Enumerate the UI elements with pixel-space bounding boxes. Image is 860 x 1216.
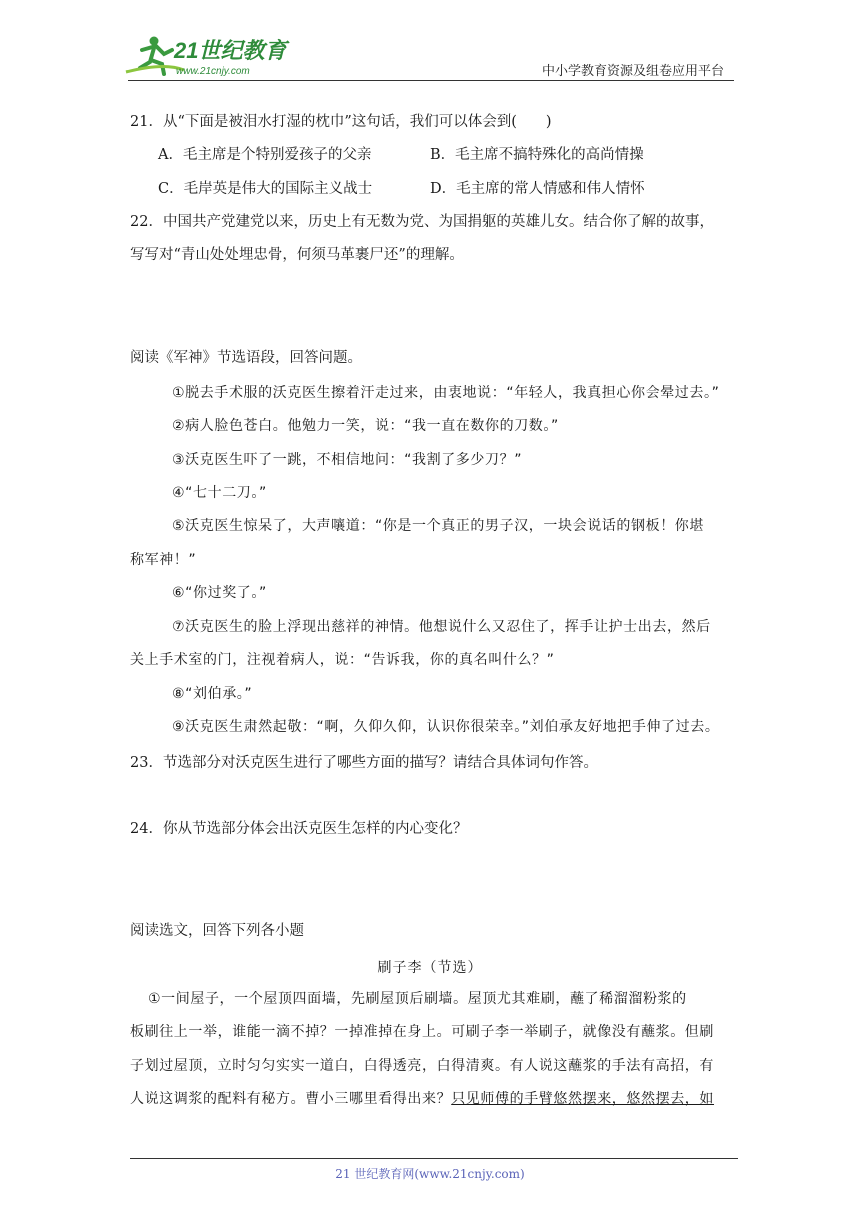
reading1-paragraph-7a: ⑦沃克医生的脸上浮现出慈祥的神情。他想说什么又忍住了，挥手让护士出去，然后: [172, 619, 711, 635]
reading1-paragraph-7b: 关上手术室的门，注视着病人，说：“告诉我，你的真名叫什么？”: [130, 652, 555, 668]
header-platform-text: 中小学教育资源及组卷应用平台: [541, 64, 724, 79]
logo-text: 21世纪教育: [174, 38, 287, 63]
footer-link[interactable]: 21 世纪教育网(www.21cnjy.com): [335, 1167, 525, 1181]
reading2-line-4-underlined: 只见师傅的手臂悠然摆来，悠然摆去，如: [451, 1091, 715, 1107]
q21-option-a[interactable]: A．毛主席是个特别爱孩子的父亲: [158, 147, 372, 163]
reading1-paragraph-3: ③沃克医生吓了一跳，不相信地问：“我割了多少刀？”: [172, 452, 523, 468]
reading1-paragraph-4: ④“七十二刀。”: [172, 485, 267, 501]
page-header: [0, 0, 860, 82]
q24-stem: 24．你从节选部分体会出沃克医生怎样的内心变化？: [130, 821, 468, 837]
reading1-paragraph-1: ①脱去手术服的沃克医生擦着汗走过来，由衷地说：“年轻人，我真担心你会晕过去。”: [172, 385, 720, 401]
header-divider: [128, 80, 734, 81]
reading1-paragraph-8: ⑧“刘伯承。”: [172, 686, 253, 702]
reading2-title: 刷子李（节选）: [377, 960, 483, 976]
reading1-paragraph-9: ⑨沃克医生肃然起敬：“啊，久仰久仰，认识你很荣幸。”刘伯承友好地把手伸了过去。: [172, 719, 720, 735]
reading2-line-1: ①一间屋子，一个屋顶四面墙，先刷屋顶后刷墙。屋顶尤其难刷，蘸了稀溜溜粉浆的: [148, 991, 687, 1007]
q21-option-b[interactable]: B．毛主席不搞特殊化的高尚情操: [430, 147, 644, 163]
reading1-paragraph-6: ⑥“你过奖了。”: [172, 585, 267, 601]
site-logo[interactable]: [124, 32, 294, 80]
q21-option-c[interactable]: C．毛岸英是伟大的国际主义战士: [158, 181, 373, 197]
q21-stem: 21．从“下面是被泪水打湿的枕巾”这句话，我们可以体会到( ): [130, 114, 552, 130]
reading2-intro: 阅读选文，回答下列各小题: [130, 923, 304, 939]
reading2-line-3: 子划过屋顶，立时匀匀实实一道白，白得透亮，白得清爽。有人说这蘸浆的手法有高招，有: [130, 1058, 714, 1074]
footer-divider: [130, 1158, 738, 1159]
reading1-paragraph-2: ②病人脸色苍白。他勉力一笑，说：“我一直在数你的刀数。”: [172, 418, 559, 434]
logo-url: www.21cnjy.com: [176, 66, 250, 77]
q22-line-2: 写写对“青山处处埋忠骨，何须马革裹尸还”的理解。: [130, 247, 464, 263]
reading2-line-2: 板刷往上一举，谁能一滴不掉？一掉准掉在身上。可刷子李一举刷子，就像没有蘸浆。但刷: [130, 1024, 714, 1040]
reading1-paragraph-5a: ⑤沃克医生惊呆了，大声嚷道：“你是一个真正的男子汉，一块会说话的钢板！你堪: [172, 518, 705, 534]
reading2-line-4-plain: 人说这调浆的配料有秘方。曹小三哪里看得出来？: [130, 1091, 452, 1107]
reading1-intro: 阅读《军神》节选语段，回答问题。: [130, 350, 362, 366]
q21-option-d[interactable]: D．毛主席的常人情感和伟人情怀: [430, 181, 645, 197]
q23-stem: 23．节选部分对沃克医生进行了哪些方面的描写？请结合具体词句作答。: [130, 755, 598, 771]
reading1-paragraph-5b: 称军神！”: [130, 552, 197, 568]
reading2-line-4: [130, 1088, 714, 1110]
q22-line-1: 22．中国共产党建党以来，历史上有无数为党、为国捐躯的英雄儿女。结合你了解的故事，: [130, 214, 714, 230]
